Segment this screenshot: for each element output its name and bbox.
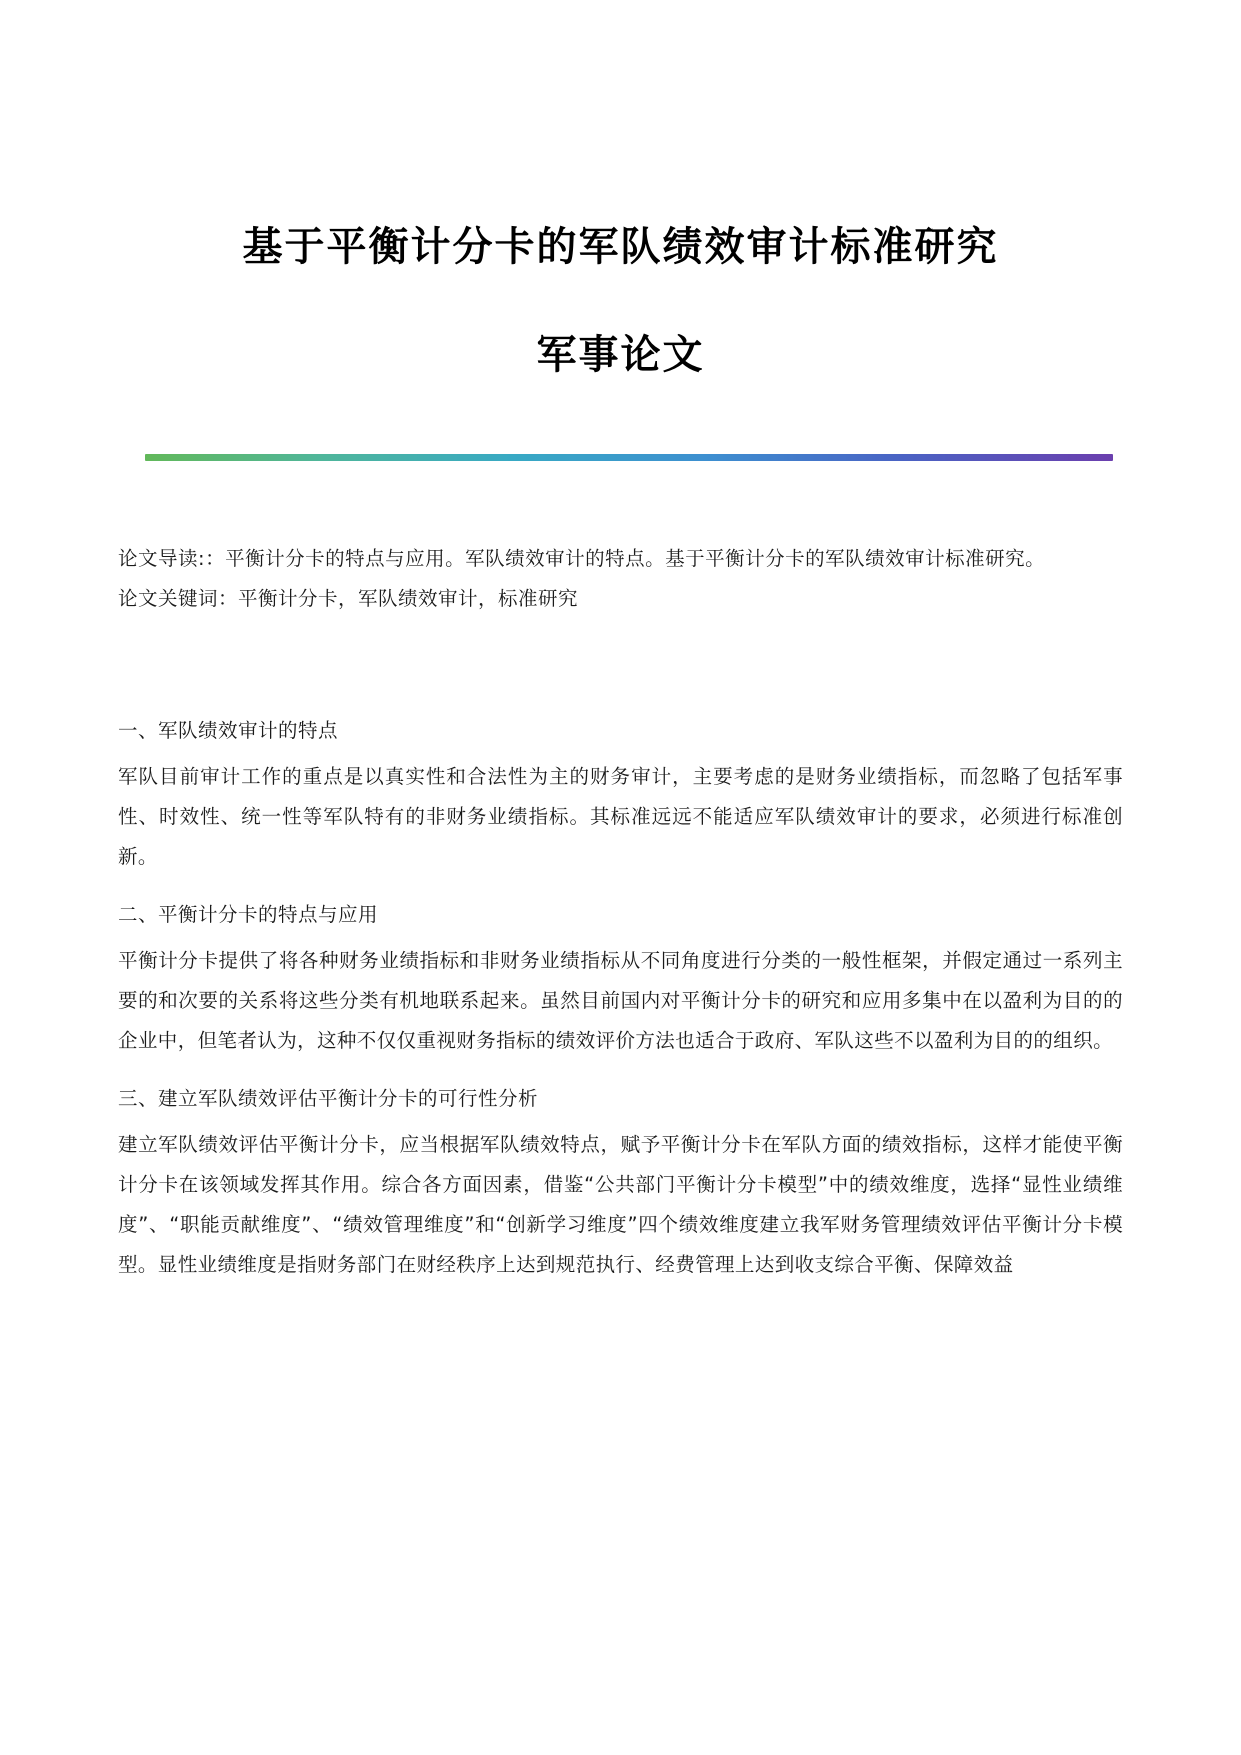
- document-content: [118, 0, 1123, 1303]
- intro-keywords: 论文关键词：平衡计分卡，军队绩效审计，标准研究: [118, 586, 579, 610]
- section-paragraph-1: 军队目前审计工作的重点是以真实性和合法性为主的财务审计，主要考虑的是财务业绩指标，而忽略了包括军事性、时效性、统一性等军队特有的非财务业绩指标。其标准远远不能适应军队绩效审计的要求，必须进行标准创新。: [118, 764, 1123, 868]
- section-paragraph-3: 建立军队绩效评估平衡计分卡，应当根据军队绩效特点，赋予平衡计分卡在军队方面的绩效指标，这样才能使平衡计分卡在该领域发挥其作用。综合各方面因素，借鉴“公共部门平衡计分卡模型”中的绩效维度，选择“显性业绩维度”、“职能贡献维度”、“绩效管理维度”和“创新学习维度”四个绩效维度建立我军财务管理绩效评估平衡计分卡模型。显性业绩维度是指财务部门在财经秩序上达到规范执行、经费管理上达到收支综合平衡、保障效益: [118, 1132, 1123, 1276]
- document-title: [118, 218, 1123, 384]
- section-heading-3: 三、建立军队绩效评估平衡计分卡的可行性分析: [118, 1086, 539, 1110]
- document-body: [118, 711, 1123, 1285]
- section-heading-2: 二、平衡计分卡的特点与应用: [118, 902, 379, 926]
- intro-block: [118, 539, 1123, 619]
- title-line-sub: 军事论文: [536, 332, 705, 378]
- gradient-divider: [145, 454, 1113, 461]
- section-heading-1: 一、军队绩效审计的特点: [118, 718, 339, 742]
- title-line-main: 基于平衡计分卡的军队绩效审计标准研究: [242, 224, 999, 270]
- section-paragraph-2: 平衡计分卡提供了将各种财务业绩指标和非财务业绩指标从不同角度进行分类的一般性框架，并假定通过一系列主要的和次要的关系将这些分类有机地联系起来。虽然目前国内对平衡计分卡的研究和应用多集中在以盈利为目的的企业中，但笔者认为，这种不仅仅重视财务指标的绩效评价方法也适合于政府、军队这些不以盈利为目的的组织。: [118, 948, 1123, 1052]
- intro-guide: 论文导读:：平衡计分卡的特点与应用。军队绩效审计的特点。基于平衡计分卡的军队绩效审计标准研究。: [118, 547, 1046, 570]
